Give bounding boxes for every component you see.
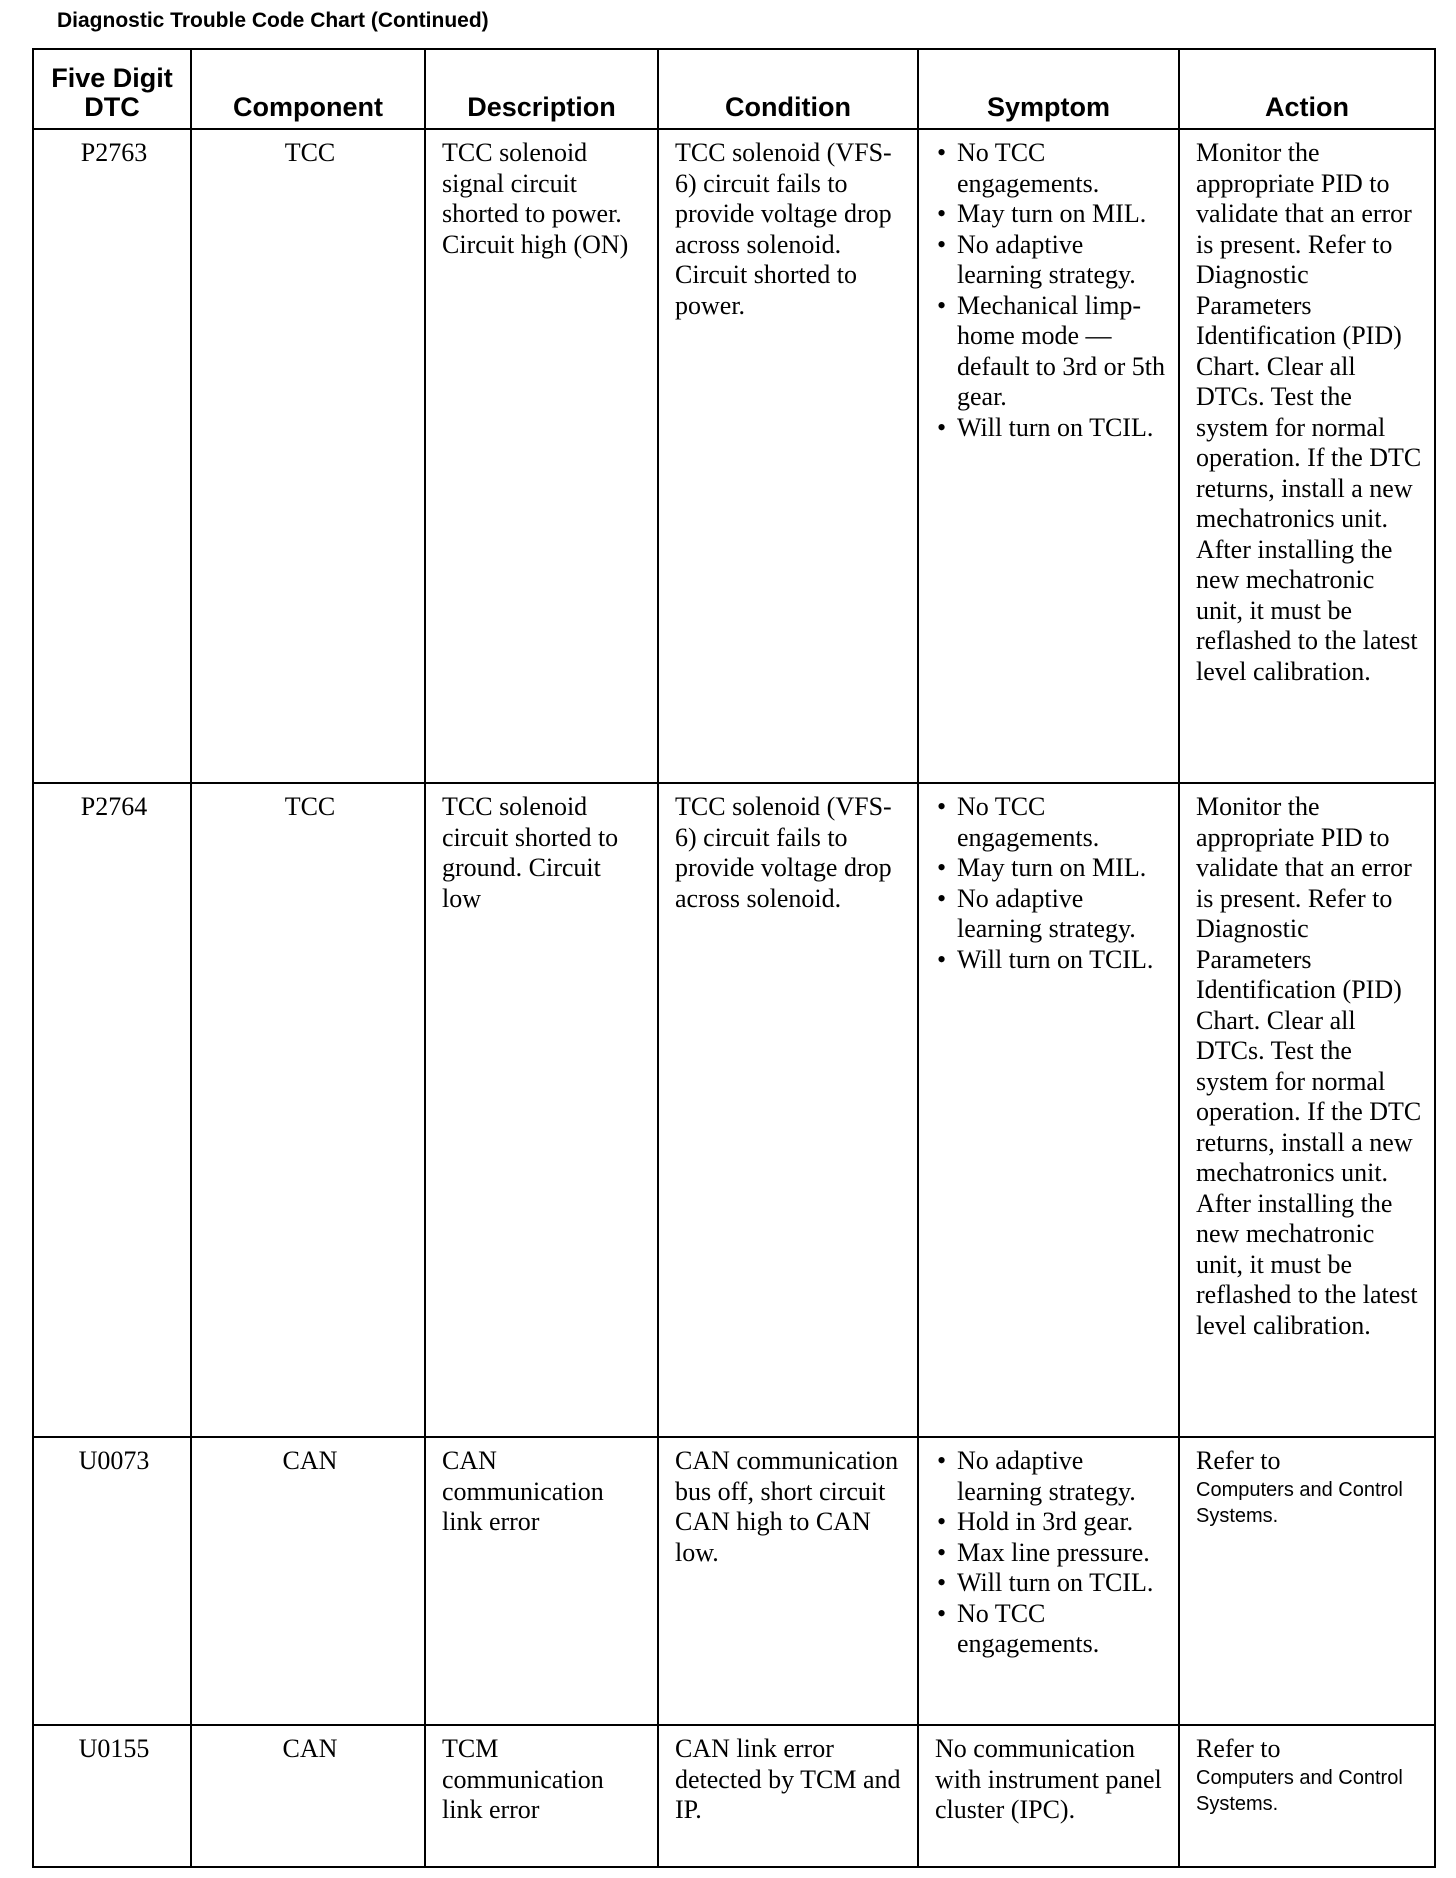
cell-dtc: P2764 (33, 783, 191, 1437)
cell-dtc: P2763 (33, 129, 191, 783)
symptom-item: • No TCC engagements. (935, 138, 1166, 199)
cell-dtc: U0073 (33, 1437, 191, 1725)
header-dtc-line2: DTC (84, 92, 140, 122)
cell-action: Monitor the appropriate PID to validate that an error is present. Refer to Diagnostic Parameters Identification (PID) Chart. Clear all DTCs. Test the system for normal operation. If the DTC returns, install a new mechatronics unit. After installing the new mechatronic unit, it must be reflashed to the latest level calibration. (1179, 129, 1435, 783)
symptom-list (935, 138, 1166, 443)
computers-control-systems-link[interactable]: Computers and Control Systems. (1196, 1766, 1403, 1815)
table-row (33, 1437, 1435, 1725)
action-prefix: Refer to (1196, 1446, 1281, 1475)
action-prefix: Refer to (1196, 1734, 1281, 1763)
cell-component: TCC (191, 129, 425, 783)
dtc-chart-table (32, 48, 1436, 1868)
symptom-item: • Will turn on TCIL. (935, 945, 1166, 976)
symptom-item: • May turn on MIL. (935, 853, 1166, 884)
cell-symptom (918, 1437, 1179, 1725)
cell-condition: TCC solenoid (VFS-6) circuit fails to provide voltage drop across solenoid. Circuit shorted to power. (658, 129, 918, 783)
cell-action: Monitor the appropriate PID to validate that an error is present. Refer to Diagnostic Parameters Identification (PID) Chart. Clear all DTCs. Test the system for normal operation. If the DTC returns, install a new mechatronics unit. After installing the new mechatronic unit, it must be reflashed to the latest level calibration. (1179, 783, 1435, 1437)
cell-condition: TCC solenoid (VFS-6) circuit fails to provide voltage drop across solenoid. (658, 783, 918, 1437)
symptom-list (935, 1446, 1166, 1660)
cell-description: TCC solenoid circuit shorted to ground. Circuit low (425, 783, 658, 1437)
cell-dtc: U0155 (33, 1725, 191, 1867)
symptom-item: • No adaptive learning strategy. (935, 1446, 1166, 1507)
cell-description: TCM communication link error (425, 1725, 658, 1867)
symptom-item: • Max line pressure. (935, 1538, 1166, 1569)
header-symptom: Symptom (918, 49, 1179, 129)
symptom-item: • Will turn on TCIL. (935, 1568, 1166, 1599)
page-title: Diagnostic Trouble Code Chart (Continued) (57, 9, 489, 32)
cell-symptom: No communication with instrument panel cluster (IPC). (918, 1725, 1179, 1867)
cell-symptom (918, 129, 1179, 783)
cell-component: CAN (191, 1725, 425, 1867)
cell-symptom (918, 783, 1179, 1437)
cell-description: CAN communication link error (425, 1437, 658, 1725)
cell-component: CAN (191, 1437, 425, 1725)
symptom-list (935, 792, 1166, 975)
header-action: Action (1179, 49, 1435, 129)
header-description: Description (425, 49, 658, 129)
cell-condition: CAN link error detected by TCM and IP. (658, 1725, 918, 1867)
cell-description: TCC solenoid signal circuit shorted to power. Circuit high (ON) (425, 129, 658, 783)
symptom-item: • No TCC engagements. (935, 792, 1166, 853)
symptom-item: • No TCC engagements. (935, 1599, 1166, 1660)
symptom-item: • No adaptive learning strategy. (935, 884, 1166, 945)
table-row (33, 783, 1435, 1437)
table-row (33, 129, 1435, 783)
table-row (33, 1725, 1435, 1867)
cell-action (1179, 1437, 1435, 1725)
header-dtc (33, 49, 191, 129)
symptom-item: • May turn on MIL. (935, 199, 1166, 230)
header-dtc-line1: Five Digit (51, 63, 173, 93)
cell-condition: CAN communication bus off, short circuit CAN high to CAN low. (658, 1437, 918, 1725)
header-component: Component (191, 49, 425, 129)
symptom-item: • Mechanical limp-home mode — default to 3rd or 5th gear. (935, 291, 1166, 413)
symptom-item: • Will turn on TCIL. (935, 413, 1166, 444)
cell-action (1179, 1725, 1435, 1867)
symptom-item: • Hold in 3rd gear. (935, 1507, 1166, 1538)
header-condition: Condition (658, 49, 918, 129)
cell-component: TCC (191, 783, 425, 1437)
table-header-row (33, 49, 1435, 129)
computers-control-systems-link[interactable]: Computers and Control Systems. (1196, 1478, 1403, 1527)
symptom-item: • No adaptive learning strategy. (935, 230, 1166, 291)
